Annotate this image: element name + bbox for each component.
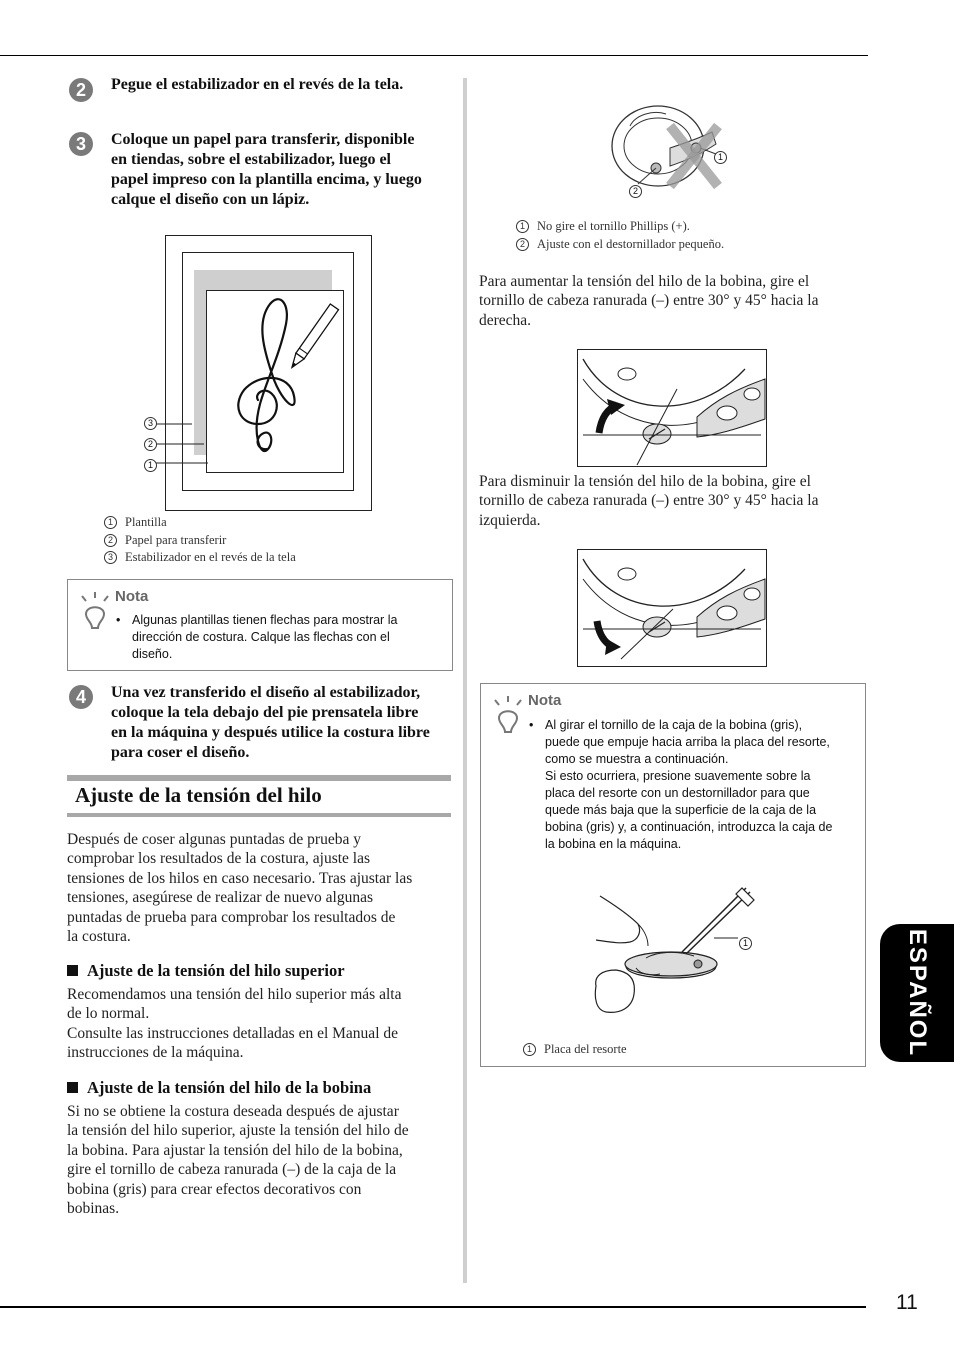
template-transfer-figure [140,234,375,514]
body-line: tornillo de cabeza ranurada (–) entre 30° y 45° hacia la [479,292,819,310]
figure1-callouts [144,417,157,472]
step-3-text [111,130,456,210]
body-line: la bobina. Para ajustar la tensión del hilo de la bobina, [67,1141,403,1159]
caption-number: 3 [104,551,117,564]
spring-plate-caption [523,1041,627,1059]
note-title: Nota [528,692,562,709]
step-3-badge: 3 [69,132,93,156]
body-line: Para aumentar la tensión del hilo de la bobina, gire el [479,273,810,290]
subsection-bobbin-thread-title [67,1078,371,1098]
step-4-line: Una vez transferido el diseño al estabilizador, [111,684,421,701]
note-line: dirección de costura. Calque las flechas con el [132,630,390,644]
note-line: Al girar el tornillo de la caja de la bobina (gris), [545,718,803,732]
note-line: diseño. [132,647,173,661]
square-bullet-icon [67,1082,78,1093]
language-side-tab [880,924,954,1062]
note-title: Nota [115,588,149,605]
body-line: bobina (gris) para crear efectos decorativos con [67,1180,362,1198]
step-3-line: calque el diseño con un lápiz. [111,191,310,208]
callout-2: 2 [144,438,157,451]
note-line: la bobina en la máquina. [545,837,682,851]
body-line: tensiones, asegúrese de realizar de nuevo algunas [67,889,373,907]
body-line: puntadas de prueba para comprobar los resultados de [67,908,396,926]
body-line: bobinas. [67,1200,120,1218]
callout-1: 1 [144,459,157,472]
note-line: quede más baja que la superficie de la caja de la [545,803,817,817]
step-4-line: coloque la tela debajo del pie prensatela libre [111,704,419,721]
column-divider [463,78,467,1283]
decrease-tension-text [479,472,869,530]
bobbin-callout-1: 1 [714,151,727,164]
body-line: la tensión del hilo superior, ajuste la tensión del hilo de [67,1122,409,1140]
caption-text: Plantilla [125,515,167,529]
caption-text: Ajuste con el destornillador pequeño. [537,236,725,251]
caption-item [104,514,296,532]
body-line: Para disminuir la tensión del hilo de la bobina, gire el [479,473,811,490]
screw-turn-right-figure [577,349,767,467]
screw-turn-left-figure [577,549,767,667]
note-bullet: • Algunas plantillas tienen flechas para mostrar la [116,613,398,627]
subsection-bobbin-thread-body [67,1102,452,1218]
subsection-upper-thread-body [67,985,452,1063]
step-2-badge: 2 [69,78,93,102]
spring-plate-figure [586,886,766,1026]
bottom-rule [0,1306,866,1308]
note-line: Si esto ocurriera, presione suavemente sobre la [545,769,811,783]
body-line: Recomendamos una tensión del hilo superior más alta [67,986,402,1003]
caption-item [104,549,296,567]
bobbin-callout-2: 2 [629,185,642,198]
page-number: 11 [896,1291,918,1314]
step-4-line: en la máquina y después utilice la costura libre [111,724,430,741]
caption-number: 2 [104,534,117,547]
top-rule [0,55,868,56]
body-line: comprobar los resultados de la costura, ajuste las [67,850,371,868]
step-4-badge: 4 [69,685,93,709]
note-line: como se muestra a continuación. [545,752,729,766]
step-2-text: Pegue el estabilizador en el revés de la tela. [111,76,404,93]
note-body [116,612,446,663]
caption-text: Placa del resorte [544,1042,627,1056]
caption-number: 1 [523,1043,536,1056]
caption-item [516,236,724,254]
body-line: gire el tornillo de cabeza ranurada (–) de la caja de la [67,1161,397,1179]
callout-3: 3 [144,417,157,430]
caption-number: 2 [516,238,529,251]
subsection-title-text: Ajuste de la tensión del hilo superior [87,961,345,980]
body-line: derecha. [479,311,532,329]
caption-number: 1 [516,220,529,233]
note-body [529,717,861,853]
subsection-title-text: Ajuste de la tensión del hilo de la bobina [87,1078,372,1097]
note-line: Algunas plantillas tienen flechas para mostrar la [132,613,398,627]
note-line: puede que empuje hacia arriba la placa del resorte, [545,735,830,749]
body-line: Si no se obtiene la costura deseada después de ajustar [67,1103,399,1120]
bobbin-captions [516,218,724,253]
note-box-1 [67,579,453,671]
caption-text: Estabilizador en el revés de la tela [125,550,296,564]
increase-tension-text [479,272,869,330]
caption-text: No gire el tornillo Phillips (+). [537,219,690,233]
body-line: de lo normal. [67,1005,150,1023]
body-line: tornillo de cabeza ranurada (–) entre 30° y 45° hacia la [479,492,819,510]
section-title: Ajuste de la tensión del hilo [75,783,322,807]
caption-number: 1 [104,516,117,529]
body-line: Consulte las instrucciones detalladas en el Manual de [67,1024,399,1042]
body-line: tensiones de los hilos en caso necesario. Tras ajustar las [67,869,413,887]
caption-item [104,532,296,550]
step-3-line: Coloque un papel para transferir, disponible [111,131,415,148]
bobbin-case-figure [600,96,750,206]
section-bar-top [67,775,451,781]
caption-item [516,218,724,236]
section-bar-bottom [67,813,451,817]
note-box-2 [480,683,866,1067]
subsection-upper-thread-title [67,961,345,981]
caption-text: Papel para transferir [125,532,227,547]
note-line: placa del resorte con un destornillador para que [545,786,810,800]
step-4-text [111,683,456,763]
note-line: bobina (gris) y, a continuación, introduzca la caja de [545,820,833,834]
body-line: la costura. [67,928,131,946]
step-3-line: papel impreso con la plantilla encima, y luego [111,171,422,188]
step-4-line: para coser el diseño. [111,744,250,761]
language-label: ESPAÑOL [904,928,932,1058]
figure1-captions [104,514,296,567]
spring-plate-callout: 1 [739,937,752,950]
lightbulb-icon [491,694,525,738]
body-line: izquierda. [479,511,541,529]
step-3-line: en tiendas, sobre el estabilizador, luego el [111,151,391,168]
body-line: Después de coser algunas puntadas de prueba y [67,831,361,848]
lightbulb-icon [78,590,112,634]
note-bullet: • Al girar el tornillo de la caja de la bobina (gris), [529,718,803,732]
body-line: instrucciones de la máquina. [67,1044,244,1062]
square-bullet-icon [67,965,78,976]
section-intro [67,830,452,946]
